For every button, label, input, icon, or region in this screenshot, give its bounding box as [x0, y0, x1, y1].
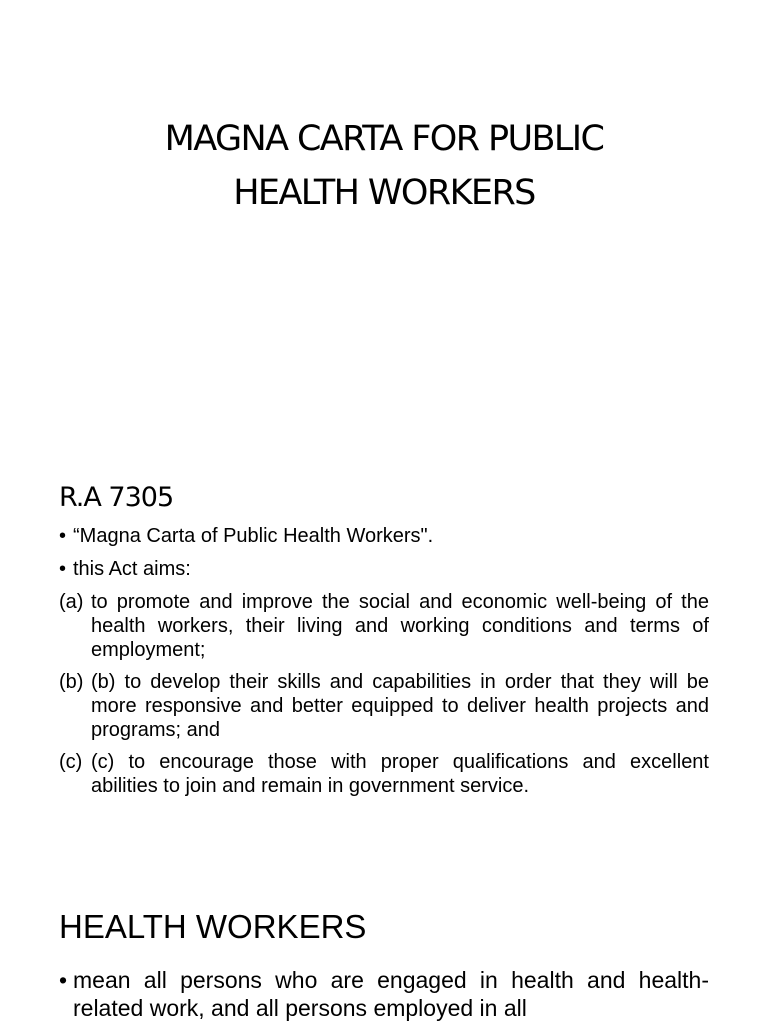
health-workers-heading: HEALTH WORKERS — [59, 908, 367, 945]
ra-section-heading: R.A 7305 — [59, 482, 174, 513]
ra-section-list — [59, 524, 709, 806]
ra-bullet-item — [59, 524, 709, 548]
ra-aim-item-c — [59, 750, 709, 798]
enum-marker: (a) — [59, 591, 84, 613]
health-workers-bullet-text: mean all persons who are engaged in health and health-related work, and all persons employed in all — [73, 967, 709, 1021]
slide-title-line-2: HEALTH WORKERS — [233, 173, 535, 213]
ra-bullet-item — [59, 557, 709, 581]
bullet-icon: • — [59, 525, 67, 547]
ra-aim-text: (b) to develop their skills and capabilities in order that they will be more responsive and better equipped to deliver health projects and programs; and — [91, 671, 709, 741]
ra-aim-item-b — [59, 670, 709, 742]
bullet-icon: • — [59, 967, 68, 993]
bullet-icon: • — [59, 558, 67, 580]
ra-aim-item-a — [59, 590, 709, 662]
enum-marker: (b) — [59, 671, 84, 693]
health-workers-list — [59, 966, 709, 1022]
ra-aim-text: (c) to encourage those with proper qualifications and excellent abilities to join and remain in government service. — [91, 751, 709, 797]
ra-aim-text: to promote and improve the social and economic well-being of the health workers, their living and working conditions and terms of employment; — [91, 591, 709, 661]
health-workers-bullet-item — [59, 966, 709, 1022]
ra-bullet-text: “Magna Carta of Public Health Workers". — [73, 525, 434, 547]
enum-marker: (c) — [59, 751, 83, 773]
ra-bullet-text: this Act aims: — [73, 558, 191, 580]
slide-title — [0, 112, 768, 220]
slide-title-line-1: MAGNA CARTA FOR PUBLIC — [164, 119, 604, 159]
